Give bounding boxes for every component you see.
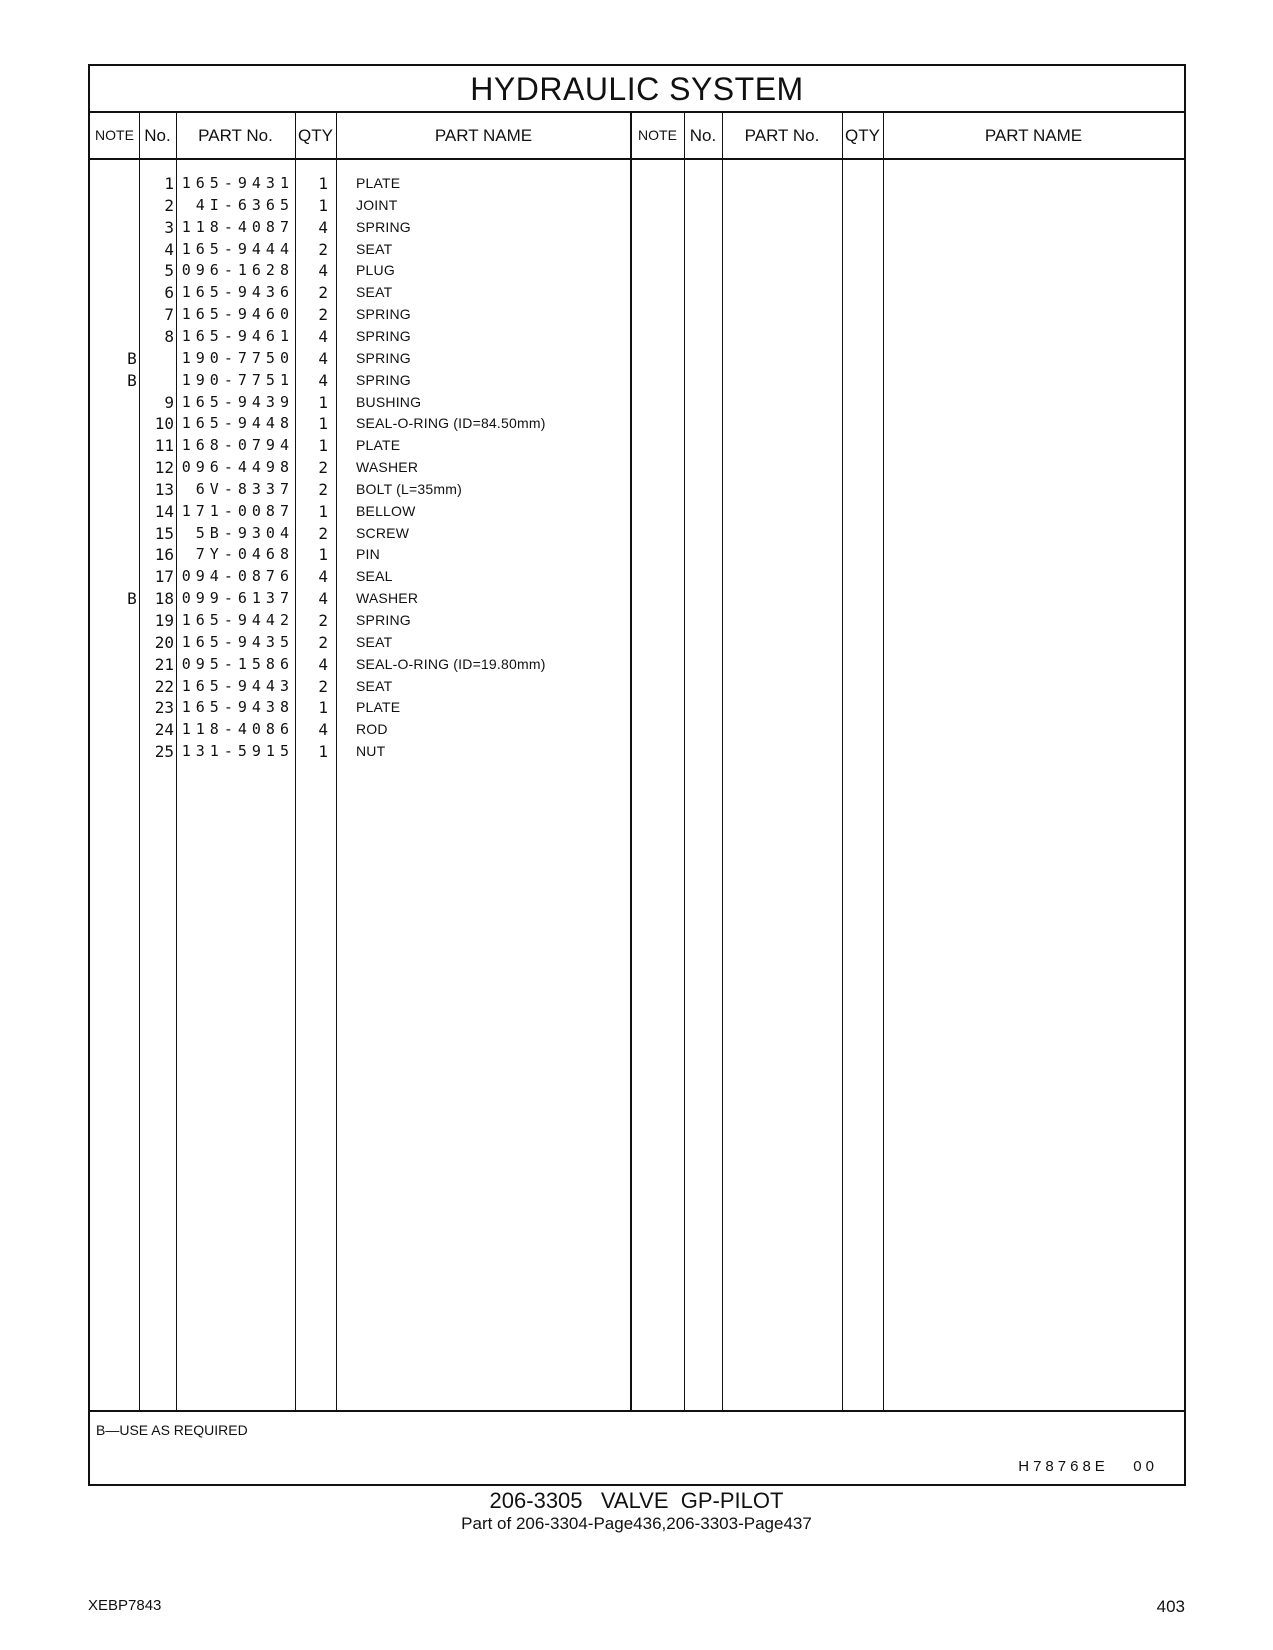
- row-part-number: 096-1628: [181, 261, 294, 280]
- row-note: [120, 325, 144, 348]
- row-quantity: 4: [318, 326, 328, 346]
- row-item-number: 13: [154, 479, 174, 499]
- row-part-name: SPRING: [356, 306, 411, 323]
- row-part-number: 165-9436: [181, 283, 294, 302]
- row-item-number: 23: [154, 698, 174, 718]
- row-part-number: 168-0794: [181, 436, 294, 455]
- row-quantity: 2: [318, 676, 328, 696]
- row-quantity: 2: [318, 479, 328, 499]
- row-quantity: 4: [318, 567, 328, 587]
- row-note: [120, 216, 144, 239]
- row-note: [120, 500, 144, 523]
- row-item-number: 19: [154, 611, 174, 630]
- row-quantity: 1: [318, 501, 328, 521]
- row-quantity: 2: [318, 283, 328, 303]
- row-quantity: 4: [318, 217, 328, 237]
- row-item-number: 1: [164, 174, 174, 193]
- row-quantity: 4: [318, 720, 328, 740]
- parts-table-body: [90, 160, 1184, 1410]
- header-part-name-right: PART NAME: [984, 126, 1083, 145]
- row-quantity: 1: [318, 392, 328, 412]
- header-part-no-left: PART No.: [198, 126, 273, 145]
- table-row: [90, 216, 1184, 239]
- row-note: [120, 718, 144, 741]
- row-note: [120, 412, 144, 435]
- row-part-number: 165-9448: [181, 414, 294, 433]
- row-item-number: 8: [164, 326, 174, 346]
- row-item-number: 6: [164, 283, 174, 303]
- table-row: [90, 281, 1184, 304]
- row-note: [120, 478, 144, 501]
- row-quantity: 1: [318, 414, 328, 434]
- table-row: [90, 369, 1184, 392]
- section-title: HYDRAULIC SYSTEM: [470, 71, 804, 107]
- row-part-name: SEAT: [356, 240, 393, 257]
- row-part-name: SEAL-O-RING (ID=19.80mm): [356, 655, 546, 672]
- row-part-number: 5B-9304: [195, 523, 294, 542]
- row-note: [120, 259, 144, 282]
- row-part-number: 165-9444: [181, 239, 294, 258]
- row-note: B: [127, 348, 137, 368]
- row-part-number: 171-0087: [181, 501, 294, 520]
- row-note: [120, 631, 144, 654]
- row-item-number: 22: [154, 676, 174, 696]
- assembly-title: 206-3305 VALVE GP-PILOT: [489, 1488, 784, 1513]
- assembly-caption: [0, 1488, 1273, 1534]
- table-row: [90, 391, 1184, 414]
- row-quantity: 4: [318, 589, 328, 609]
- row-quantity: 2: [318, 305, 328, 325]
- row-item-number: 20: [154, 632, 174, 652]
- row-part-number: 118-4086: [181, 720, 294, 739]
- row-part-name: WASHER: [356, 459, 419, 476]
- row-part-number: 6V-8337: [195, 479, 294, 498]
- row-part-name: BOLT (L=35mm): [356, 480, 462, 497]
- row-part-name: SEAL-O-RING (ID=84.50mm): [356, 415, 546, 432]
- header-part-name-left: PART NAME: [434, 126, 533, 145]
- row-note: [120, 696, 144, 719]
- row-note: [120, 565, 144, 588]
- row-part-number: 165-9435: [181, 632, 294, 651]
- row-quantity: 4: [318, 348, 328, 368]
- table-row: [90, 325, 1184, 348]
- row-quantity: 2: [318, 632, 328, 652]
- row-part-name: PLATE: [356, 175, 401, 191]
- header-part-no-right: PART No.: [744, 126, 820, 145]
- row-item-number: 17: [154, 567, 174, 587]
- row-quantity: 4: [318, 370, 328, 390]
- row-part-number: 165-9438: [181, 698, 294, 717]
- row-quantity: 1: [318, 698, 328, 718]
- row-part-name: SCREW: [356, 524, 410, 541]
- header-note-right: NOTE: [638, 127, 677, 143]
- row-quantity: 2: [318, 523, 328, 543]
- header-qty-right: QTY: [845, 126, 880, 145]
- row-quantity: 2: [318, 458, 328, 478]
- row-part-name: NUT: [356, 743, 386, 760]
- header-no-left: No.: [144, 126, 171, 145]
- row-part-number: 094-0876: [181, 567, 294, 586]
- row-part-name: SPRING: [356, 371, 411, 388]
- row-note: [120, 522, 144, 545]
- table-row: [90, 522, 1184, 545]
- row-item-number: 4: [164, 239, 174, 259]
- row-note: B: [127, 370, 137, 390]
- row-item-number: 12: [154, 458, 174, 478]
- header-note-left: NOTE: [95, 127, 134, 143]
- row-item-number: [144, 369, 174, 392]
- row-item-number: 11: [154, 436, 174, 456]
- table-row: [90, 696, 1184, 719]
- row-note: B: [127, 589, 137, 609]
- table-row: [90, 587, 1184, 610]
- row-part-number: 096-4498: [181, 458, 294, 477]
- row-note: [120, 609, 144, 632]
- row-part-number: 4I-6365: [195, 195, 294, 214]
- assembly-reference: Part of 206-3304-Page436,206-3303-Page437: [461, 1514, 812, 1533]
- row-item-number: 3: [164, 217, 174, 237]
- table-row: [90, 478, 1184, 501]
- row-part-number: 165-9442: [181, 611, 294, 629]
- row-part-name: BUSHING: [356, 393, 422, 410]
- row-note: [120, 675, 144, 698]
- table-row: [90, 500, 1184, 523]
- row-part-number: 165-9443: [181, 676, 294, 695]
- row-note: [120, 653, 144, 676]
- row-item-number: 24: [154, 720, 174, 740]
- row-part-number: 165-9461: [181, 326, 294, 345]
- row-note: [120, 238, 144, 261]
- row-item-number: 7: [164, 305, 174, 325]
- row-part-name: SPRING: [356, 612, 411, 628]
- row-part-name: SPRING: [356, 327, 411, 344]
- page-number: 403: [1156, 1597, 1185, 1616]
- row-part-name: ROD: [356, 721, 388, 738]
- row-part-name: WASHER: [356, 590, 419, 607]
- table-row: [90, 565, 1184, 588]
- table-row: [90, 718, 1184, 741]
- table-row: [90, 412, 1184, 435]
- row-quantity: 1: [318, 174, 328, 193]
- row-part-number: 131-5915: [181, 742, 294, 761]
- row-part-name: SEAL: [356, 568, 393, 585]
- table-row: [90, 194, 1184, 217]
- table-row: [90, 609, 1184, 632]
- header-no-right: No.: [689, 126, 717, 145]
- table-row: [90, 238, 1184, 261]
- column-header-row: [90, 113, 1184, 160]
- row-note: [120, 543, 144, 566]
- row-part-name: SEAT: [356, 284, 393, 301]
- row-part-name: BELLOW: [356, 502, 416, 519]
- row-part-name: SPRING: [356, 218, 411, 235]
- row-part-number: 095-1586: [181, 654, 294, 673]
- row-part-name: SEAT: [356, 677, 393, 694]
- row-item-number: 21: [154, 654, 174, 674]
- row-item-number: 14: [154, 501, 174, 521]
- table-row: [90, 434, 1184, 457]
- parts-list-frame: [88, 64, 1186, 1486]
- row-item-number: 16: [154, 545, 174, 565]
- row-part-number: 190-7751: [181, 370, 294, 389]
- row-item-number: 18: [154, 589, 174, 609]
- table-row: [90, 631, 1184, 654]
- table-row: [90, 172, 1184, 195]
- row-part-name: SEAT: [356, 633, 393, 650]
- row-part-name: PLUG: [356, 262, 395, 279]
- row-part-number: 165-9439: [181, 392, 294, 411]
- row-part-name: PLATE: [356, 437, 401, 454]
- row-quantity: 1: [318, 545, 328, 565]
- row-quantity: 4: [318, 654, 328, 674]
- row-part-name: SPRING: [356, 349, 411, 366]
- table-footer: [90, 1410, 1184, 1486]
- row-quantity: 2: [318, 239, 328, 259]
- row-part-name: JOINT: [356, 196, 398, 213]
- row-part-number: 118-4087: [181, 217, 294, 236]
- footnote-legend: B—USE AS REQUIRED: [96, 1422, 248, 1438]
- row-note: [120, 391, 144, 414]
- row-quantity: 4: [318, 261, 328, 281]
- row-item-number: 9: [164, 392, 174, 412]
- row-quantity: 1: [318, 195, 328, 215]
- row-part-number: 190-7750: [181, 348, 294, 367]
- table-row: [90, 653, 1184, 676]
- table-row: [90, 303, 1184, 326]
- row-part-number: 165-9460: [181, 305, 294, 324]
- row-quantity: 1: [318, 436, 328, 456]
- header-qty-left: QTY: [298, 126, 333, 145]
- row-part-name: PLATE: [356, 699, 401, 716]
- row-note: [120, 740, 144, 763]
- row-item-number: 2: [164, 195, 174, 215]
- table-row: [90, 259, 1184, 282]
- row-part-number: 165-9431: [181, 174, 294, 192]
- row-note: [120, 172, 144, 195]
- document-id: XEBP7843: [88, 1597, 162, 1614]
- row-item-number: 10: [154, 414, 174, 434]
- row-item-number: 5: [164, 261, 174, 281]
- row-note: [120, 194, 144, 217]
- row-item-number: 15: [154, 523, 174, 543]
- row-part-number: 7Y-0468: [195, 545, 294, 564]
- table-row: [90, 456, 1184, 479]
- title-band: [90, 66, 1184, 113]
- table-row: [90, 675, 1184, 698]
- row-note: [120, 456, 144, 479]
- table-row: [90, 740, 1184, 763]
- row-item-number: [144, 347, 174, 370]
- row-quantity: 1: [318, 742, 328, 762]
- row-part-number: 099-6137: [181, 589, 294, 608]
- table-row: [90, 347, 1184, 370]
- illustration-code: H78768E 00: [1018, 1458, 1158, 1475]
- table-row: [90, 543, 1184, 566]
- row-note: [120, 303, 144, 326]
- row-item-number: 25: [154, 742, 174, 762]
- row-note: [120, 281, 144, 304]
- row-part-name: PIN: [356, 546, 380, 563]
- row-quantity: 2: [318, 611, 328, 630]
- row-note: [120, 434, 144, 457]
